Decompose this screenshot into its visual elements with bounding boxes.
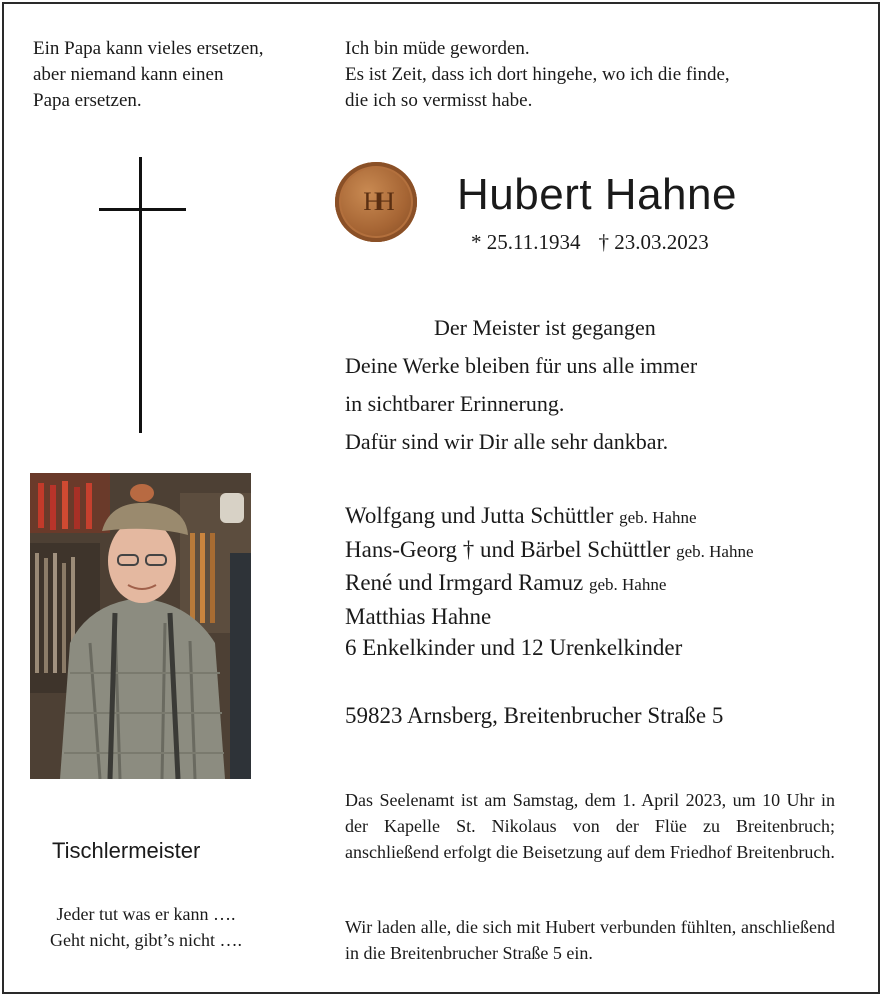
family-member (345, 567, 754, 601)
profession: Tischlermeister (52, 838, 201, 863)
family-member-names: Matthias Hahne (345, 603, 492, 629)
verse-line: Dafür sind wir Dir alle sehr dankbar. (345, 429, 669, 454)
quote-left-line: Ein Papa kann vieles ersetzen, (33, 38, 264, 59)
family-member-names: René und Irmgard Ramuz (345, 570, 584, 595)
saying-line: Geht nicht, gibt’s nicht …. (50, 930, 242, 950)
wax-seal-icon (335, 162, 417, 242)
quote-right-line: Ich bin müde geworden. (345, 38, 530, 59)
family-member-names: Wolfgang und Jutta Schüttler (345, 503, 614, 528)
family-member (345, 500, 754, 534)
invitation-notice: Wir laden alle, die sich mit Hubert verbunden fühlten, anschließend in die Breitenbrucher Straße 5 ein. (345, 917, 835, 963)
quote-right-line: Es ist Zeit, dass ich dort hingehe, wo ich die finde, (345, 64, 730, 85)
death-date: † 23.03.2023 (598, 230, 709, 254)
family-member-note: geb. Hahne (619, 508, 697, 527)
family-address: 59823 Arnsberg, Breitenbrucher Straße 5 (345, 703, 724, 728)
family-member-note: geb. Hahne (588, 575, 667, 594)
quote-left-line: aber niemand kann einen (33, 64, 224, 85)
family-member-names: Hans-Georg † und Bärbel Schüttler (345, 536, 671, 562)
verse-line: Deine Werke bleiben für uns alle immer (345, 353, 698, 378)
birth-date: * 25.11.1934 (471, 230, 581, 254)
portrait-photo (30, 473, 251, 779)
quote-left-line: Papa ersetzen. (33, 90, 142, 111)
family-member (345, 632, 754, 664)
family-member-names: 6 Enkelkinder und 12 Urenkelkinder (345, 635, 683, 660)
family-list (345, 500, 754, 664)
family-member (345, 601, 754, 633)
life-dates (471, 230, 709, 255)
quote-right (345, 36, 730, 114)
verse-line: Der Meister ist gegangen (434, 315, 656, 340)
saying-line: Jeder tut was er kann …. (56, 904, 236, 924)
service-notice: Das Seelenamt ist am Samstag, dem 1. April 2023, um 10 Uhr in der Kapelle St. Nikolaus von der Flüe zu Breitenbruch; anschließend erfolgt die Beisetzung auf dem Friedhof Breitenbruch. (345, 790, 835, 862)
deceased-name: Hubert Hahne (457, 170, 737, 219)
verse-line: in sichtbarer Erinnerung. (345, 391, 565, 416)
quote-left (33, 36, 264, 114)
family-member (345, 534, 754, 568)
family-member-note: geb. Hahne (676, 541, 754, 561)
quote-right-line: die ich so vermisst habe. (345, 90, 533, 111)
seal-monogram: HH (363, 187, 389, 216)
